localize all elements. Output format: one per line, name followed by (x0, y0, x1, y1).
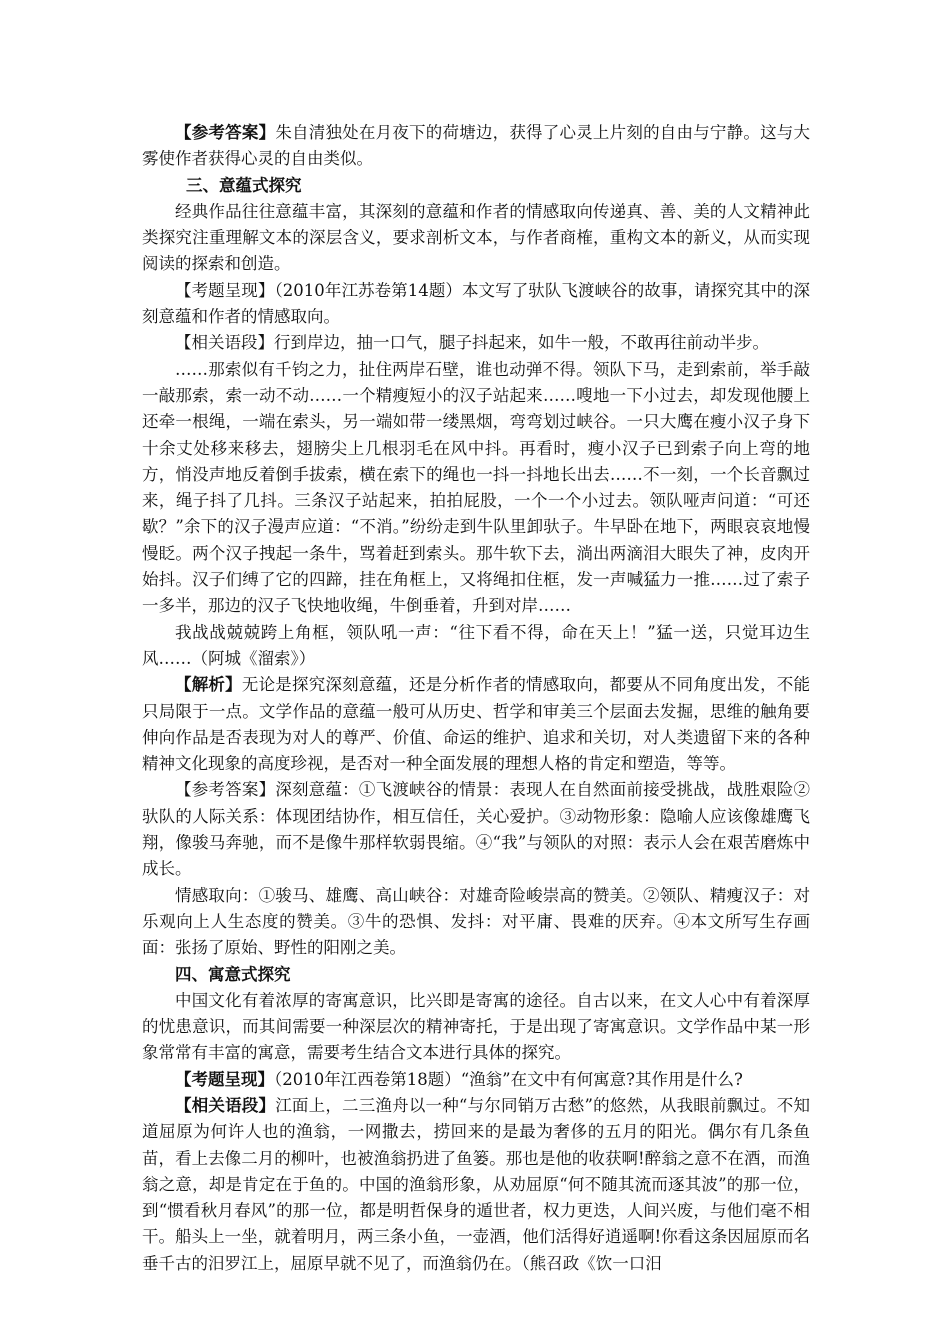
analysis-label: 【解析】 (175, 675, 242, 695)
question-label: 【考题呈现】 (175, 280, 275, 300)
question-paragraph-4 (142, 1067, 810, 1093)
answer-text: 深刻意蕴：①飞渡峡谷的情景：表现人在自然面前接受挑战，战胜艰险②驮队的人际关系：体现团结协作，相互信任，关心爱护。③动物形象：隐喻人应该像雄鹰飞翔，像骏马奔驰，而不是像牛那样软弱畏缩。④“我”与领队的对照：表示人会在艰苦磨炼中成长。 (142, 780, 811, 879)
question-text: （2010年江苏卷第14题）本文写了驮队飞渡峡谷的故事，请探究其中的深刻意蕴和作者的情感取向。 (142, 280, 810, 327)
question-paragraph-3 (142, 278, 810, 331)
intro-paragraph-3: 经典作品往往意蕴丰富，其深刻的意蕴和作者的情感取向传递真、善、美的人文精神此类探究注重理解文本的深层含义，要求剖析文本，与作者商榷，重构文本的新义，从而实现阅读的探索和创造。 (142, 201, 810, 274)
excerpt-label: 【相关语段】 (175, 333, 274, 353)
excerpt-paragraph-3c: 我战战兢兢跨上角框，领队吼一声：“往下看不得，命在天上！”猛一送，只觉耳边生风……（阿城《溜索》） (142, 622, 810, 668)
answer-paragraph-3b: 情感取向：①骏马、雄鹰、高山峡谷：对雄奇险峻崇高的赞美。②领队、精瘦汉子：对乐观向上人生态度的赞美。③牛的恐惧、发抖：对平庸、畏难的厌弃。④本文所写生存画面：张扬了原始、野性的阳刚之美。 (142, 885, 810, 958)
excerpt-label: 【相关语段】 (175, 1095, 276, 1115)
answer-label: 【参考答案】 (175, 780, 276, 800)
document-page (142, 120, 810, 1277)
analysis-text: 无论是探究深刻意蕴，还是分析作者的情感取向，都要从不同角度出发，不能只局限于一点。文学作品的意蕴一般可从历史、哲学和审美三个层面去发掘，思维的触角要伸向作品是否表现为对人的尊严、价值、命运的维护、追求和关切，对人类遗留下来的各种精神文化现象的高度珍视，是否对一种全面发展的理想人格的肯定和塑造，等等。 (142, 675, 811, 774)
question-text: （2010年江西卷第18题）“渔翁”在文中有何寓意?其作用是什么? (274, 1069, 743, 1089)
excerpt-text: 行到岸边，抽一口气，腿子抖起来，如牛一般，不敢再往前动半步。 (274, 333, 769, 353)
answer-text: 朱自清独处在月夜下的荷塘边，获得了心灵上片刻的自由与宁静。这与大雾使作者获得心灵的自由类似。 (142, 123, 811, 169)
excerpt-paragraph-3a (142, 330, 810, 356)
answer-label: 【参考答案】 (175, 123, 276, 142)
answer-paragraph-1 (142, 120, 810, 173)
analysis-paragraph-3 (142, 672, 810, 777)
excerpt-paragraph-3b: ……那索似有千钧之力，扯住两岸石壁，谁也动弹不得。领队下马，走到索前，举手敲一敲那索，索一动不动……一个精瘦短小的汉子站起来……嗖地一下小过去，却发现他腰上还牵一根绳，一端在索头，另一端如带一缕黑烟，弯弯划过峡谷。一只大鹰在瘦小汉子身下十余丈处移来移去，翅膀尖上几根羽毛在风中抖。再看时，瘦小汉子已到索子向上弯的地方，悄没声地反着倒手拔索，横在索下的绳也一抖一抖地长出去……不一刻，一个长音飘过来，绳子抖了几抖。三条汉子站起来，拍拍屁股，一个一个小过去。领队哑声问道：“可还歇？”余下的汉子漫声应道：“不消。”纷纷走到牛队里卸驮子。牛早卧在地下，两眼哀哀地慢慢眨。两个汉子拽起一条牛，骂着赶到索头。那牛软下去，淌出两滴泪大眼失了神，皮肉开始抖。汉子们缚了它的四蹄，挂在角框上，又将绳扣住框，发一声喊猛力一推……过了索子一多半，那边的汉子飞快地收绳，牛倒垂着，升到对岸…… (142, 359, 810, 616)
section-heading-4: 四、寓意式探究 (175, 964, 291, 984)
answer-paragraph-3a (142, 777, 810, 882)
excerpt-text: 江面上，二三渔舟以一种“与尔同销万古愁”的悠然，从我眼前飘过。不知道屈原为何许人也的渔翁，一网撒去，捞回来的是最为奢侈的五月的阳光。偶尔有几条鱼苗，看上去像二月的柳叶，也被渔翁扔进了鱼篓。那也是他的收获啊!醉翁之意不在酒，而渔翁之意，却是肯定在于鱼的。中国的渔翁形象，从劝屈原“何不随其流而逐其波”的那一位，到“惯看秋月春风”的那一位，都是明哲保身的遁世者，权力更迭，人间兴废，与他们毫不相干。船头上一坐，就着明月，两三条小鱼，一壶酒，他们活得好逍遥啊!你看这条因屈原而名垂千古的汨罗江上，屈原早就不见了，而渔翁仍在。（熊召政《饮一口汨 (142, 1095, 811, 1273)
section-heading-3: 三、意蕴式探究 (186, 175, 302, 195)
intro-paragraph-4: 中国文化有着浓厚的寄寓意识，比兴即是寄寓的途径。自古以来，在文人心中有着深厚的忧患意识，而其间需要一种深层次的精神寄托，于是出现了寄寓意识。文学作品中某一形象常常有丰富的寓意，需要考生结合文本进行具体的探究。 (142, 990, 810, 1063)
question-label: 【考题呈现】 (175, 1069, 274, 1089)
excerpt-paragraph-4 (142, 1093, 810, 1277)
